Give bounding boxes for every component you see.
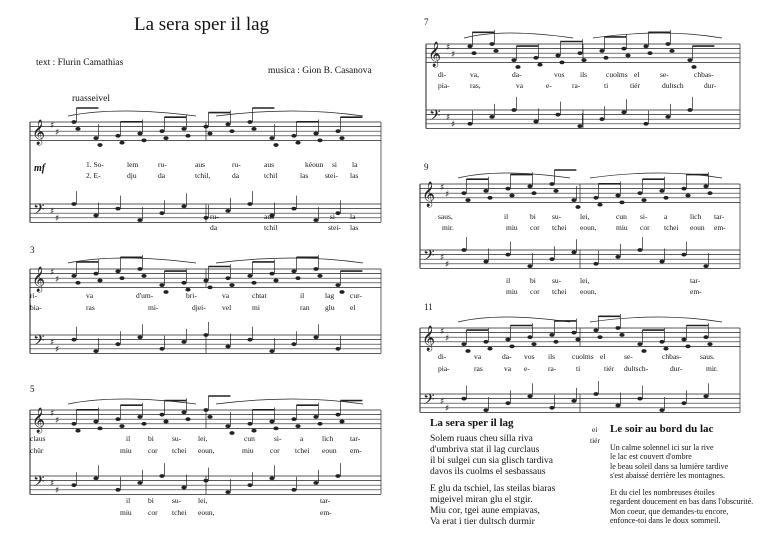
lyric-syllable: bia- [30, 303, 42, 312]
svg-text:♯: ♯ [50, 409, 55, 419]
lyric-syllable: il [300, 291, 305, 300]
lyric-syllable: ras [474, 364, 483, 373]
lyric-syllable: el [600, 352, 606, 361]
lyric-syllable: ra- [572, 81, 581, 90]
page-title: La sera sper il lag [134, 14, 270, 35]
svg-text:𝄞: 𝄞 [422, 182, 436, 207]
lyric-syllable: se- [660, 70, 669, 79]
lyric-syllable: tar- [690, 276, 701, 285]
svg-text:♯: ♯ [446, 113, 451, 123]
verse-line: migeivel miran glu el stgir. [430, 495, 533, 505]
lyric-syllable: tchei [552, 287, 567, 296]
lyric-syllable: ran [300, 303, 310, 312]
verse-line: Mon coeur, que demandes-tu encore, [610, 506, 729, 516]
measure-number: 5 [30, 384, 35, 394]
lyric-syllable: cun [244, 434, 255, 443]
lyric-syllable: bi [148, 434, 154, 443]
lyric-syllable: em- [350, 446, 362, 455]
lyric-syllable: su- [172, 496, 182, 505]
lyric-syllable: si- [640, 212, 648, 221]
lyric-syllable: tar- [714, 212, 725, 221]
verse-line: d'umbriva stat il lag curclaus [430, 445, 540, 455]
lyric-syllable: mir. [706, 364, 718, 373]
svg-text:♯: ♯ [445, 404, 450, 414]
svg-text:♯: ♯ [440, 327, 445, 337]
svg-text:♯: ♯ [451, 50, 456, 60]
svg-text:♯: ♯ [50, 207, 55, 217]
lyric-syllable: miu [242, 446, 254, 455]
lyric-syllable: vos [524, 352, 535, 361]
lyric-syllable: e- [524, 364, 530, 373]
lyric-syllable: aus [264, 212, 274, 221]
svg-text:♯: ♯ [50, 479, 55, 489]
lyric-syllable: eoun, [198, 508, 215, 517]
verse-line: Un calme solennel ici sur la rive [610, 443, 714, 452]
lyric-syllable: eoun, [580, 223, 597, 232]
svg-text:𝄢: 𝄢 [33, 201, 45, 222]
lyric-syllable: lem [127, 160, 139, 169]
lyric-syllable: ti [604, 81, 609, 90]
lyric-syllable: di- [438, 70, 447, 79]
verse-line: davos ils cuolms el sesbassaus [430, 467, 546, 477]
lyric-syllable: aus [264, 160, 274, 169]
verse-line: il bi sulgei cun sia glisch tardiva [430, 456, 553, 466]
lyric-syllable: cun [616, 212, 627, 221]
lyric-syllable: chbas- [694, 70, 714, 79]
lyric-syllable: dultsch [662, 81, 684, 90]
lyric-syllable: il [126, 496, 131, 505]
lyric-syllable: ei [592, 425, 598, 434]
svg-text:𝄢: 𝄢 [33, 332, 45, 353]
lyric-syllable: claus [30, 434, 46, 443]
lyric-syllable: tiér [630, 81, 640, 90]
svg-text:𝄢: 𝄢 [423, 391, 435, 412]
poem-title: La sera sper il lag [430, 417, 514, 429]
lyric-syllable: cor [530, 223, 540, 232]
dynamic-marking: mf [34, 163, 46, 174]
verse-line: le lac est couvert d'ombre [610, 452, 692, 462]
svg-text:𝄢: 𝄢 [429, 107, 441, 128]
svg-text:♯: ♯ [445, 334, 450, 344]
svg-text:♯: ♯ [446, 43, 451, 53]
lyric-syllable: chür [30, 446, 44, 455]
lyric-syllable: glu [325, 303, 335, 312]
lyric-syllable: si [332, 160, 338, 169]
lyric-syllable: a [300, 434, 304, 443]
lyric-syllable: il [506, 276, 511, 285]
lyric-syllable: miu [120, 446, 132, 455]
lyric-syllable: da [210, 223, 218, 232]
lyric-syllable: cor [148, 446, 158, 455]
lyric-syllable: miu [506, 223, 518, 232]
lyric-syllable: bi [148, 496, 154, 505]
lyric-syllable: va [86, 291, 94, 300]
svg-text:♯: ♯ [451, 120, 456, 130]
lyric-syllable: su- [172, 434, 182, 443]
lyric-syllable: ils [548, 352, 556, 361]
lyric-syllable: miu [120, 508, 132, 517]
lyric-syllable: dju [127, 171, 137, 180]
lyric-syllable: ru- [232, 160, 241, 169]
lyric-syllable: cor [640, 223, 650, 232]
lyric-syllable: ras [86, 303, 95, 312]
tempo-marking: ruasseivel [72, 94, 110, 104]
lyric-syllable: mi- [148, 303, 159, 312]
lyric-syllable: ru- [158, 160, 167, 169]
svg-text:♯: ♯ [55, 128, 60, 138]
svg-text:♯: ♯ [50, 268, 55, 278]
svg-text:♯: ♯ [50, 338, 55, 348]
svg-text:𝄞: 𝄞 [32, 267, 46, 292]
lyric-syllable: tiér [590, 436, 600, 445]
poem-verse-1 [430, 434, 553, 478]
lyric-syllable: cor [530, 287, 540, 296]
lyric-syllable: va [516, 81, 524, 90]
lyric-syllable: tar- [350, 434, 361, 443]
lyric-syllable: tar- [320, 496, 331, 505]
lyric-syllable: da- [512, 70, 522, 79]
lyric-syllable: va [222, 291, 230, 300]
lyric-syllable: tchei [172, 508, 187, 517]
lyric-syllable: lei, [580, 212, 590, 221]
lyric-syllable: lei, [580, 276, 590, 285]
lyric-syllable: pia- [438, 364, 450, 373]
svg-text:♯: ♯ [445, 260, 450, 270]
lyric-syllable: cuolms [606, 70, 628, 79]
lyric-syllable: tchei [552, 223, 567, 232]
lyric-syllable: mir. [442, 223, 454, 232]
svg-text:♯: ♯ [440, 183, 445, 193]
lyric-syllable: va [474, 352, 482, 361]
lyric-syllable: va [504, 364, 512, 373]
lyric-syllable: va, [470, 70, 479, 79]
verse-line: enfonce-toi dans le doux sommeil. [610, 516, 721, 526]
lyric-syllable: tchil, [195, 171, 211, 180]
lyric-syllable: si [330, 212, 336, 221]
svg-text:♯: ♯ [55, 486, 60, 496]
svg-text:♯: ♯ [55, 416, 60, 426]
verse-line: regardent doucement en bas dans l'obscurité. [610, 497, 754, 507]
verse-line: Solem ruaus cheu silla riva [430, 434, 533, 444]
lyric-syllable: e- [546, 81, 552, 90]
lyric-syllable: eoun [690, 223, 705, 232]
lyric-syllable: djei- [192, 303, 206, 312]
lyric-syllable: las [350, 223, 359, 232]
lyric-syllable: bri- [186, 291, 197, 300]
lyric-syllable: cur- [350, 291, 362, 300]
lyric-syllable: em- [320, 508, 332, 517]
lyric-syllable: dur- [704, 81, 717, 90]
lyric-syllable: tchil [264, 171, 278, 180]
lyric-syllable: chbas- [662, 352, 682, 361]
svg-text:𝄞: 𝄞 [32, 408, 46, 433]
lyric-syllable: stei- [328, 223, 341, 232]
lyric-syllable: las [300, 171, 309, 180]
lyric-syllable: vos [554, 70, 565, 79]
lyric-syllable: eoun, [580, 287, 597, 296]
translation-verse-1 [610, 443, 728, 481]
lyric-syllable: miu [616, 223, 628, 232]
verse-line: Miu cor, tgei aune empiavas, [430, 506, 540, 516]
lyric-syllable: dultsch- [624, 364, 649, 373]
lyric-syllable: 1. So- [86, 160, 104, 169]
lyric-syllable: cuolms [572, 352, 594, 361]
lyric-syllable: lag [325, 291, 335, 300]
lyric-syllable: kéoun [305, 160, 324, 169]
music-credit: musica : Gion B. Casanova [268, 66, 372, 76]
verse-line: Et du ciel les nombreuses étoiles [610, 488, 715, 497]
lyric-syllable: la [350, 212, 356, 221]
lyric-syllable: vel [222, 303, 232, 312]
text-credit: text : Flurin Camathias [36, 58, 124, 68]
lyric-syllable: stei- [325, 171, 338, 180]
lyric-syllable: el [350, 303, 356, 312]
lyric-syllable: pia- [438, 81, 450, 90]
lyric-syllable: eoun [322, 446, 337, 455]
lyric-syllable: bi [530, 212, 536, 221]
lyric-syllable: ti [576, 364, 581, 373]
staff-system-2 [28, 253, 383, 371]
lyric-syllable: tchil [264, 223, 278, 232]
verse-line: le beau soleil dans sa lumière tardive [610, 461, 729, 471]
lyric-syllable: ri- [30, 291, 38, 300]
svg-text:♯: ♯ [50, 121, 55, 131]
lyric-syllable: aus [195, 160, 205, 169]
svg-text:𝄞: 𝄞 [32, 120, 46, 145]
lyric-syllable: saus. [700, 352, 715, 361]
lyric-syllable: se- [624, 352, 633, 361]
svg-text:𝄢: 𝄢 [33, 473, 45, 494]
lyric-syllable: da [232, 171, 240, 180]
lyric-syllable: ils [580, 70, 588, 79]
lyric-syllable: em- [714, 223, 726, 232]
measure-number: 9 [424, 162, 429, 172]
svg-text:♯: ♯ [440, 253, 445, 263]
lyric-syllable: tchei [295, 446, 310, 455]
lyric-syllable: em- [690, 287, 702, 296]
lyric-syllable: eoun, [198, 446, 215, 455]
lyric-syllable: da [158, 171, 166, 180]
lyric-syllable: il [126, 434, 131, 443]
svg-text:♯: ♯ [440, 397, 445, 407]
lyric-syllable: ru- [210, 212, 219, 221]
lyric-syllable: dur- [670, 364, 683, 373]
lyric-syllable: ra- [548, 364, 557, 373]
lyric-syllable: su- [552, 212, 562, 221]
measure-number: 7 [424, 17, 429, 27]
lyric-syllable: d'um- [136, 291, 154, 300]
verse-line: Va erat i tier dultsch durmir [430, 517, 535, 527]
lyric-syllable: tiér [604, 364, 614, 373]
lyric-syllable: a [664, 212, 668, 221]
poem-verse-2 [430, 484, 555, 528]
svg-text:♯: ♯ [445, 190, 450, 200]
lyric-syllable: mi [252, 303, 260, 312]
lyric-syllable: 2. E- [86, 171, 101, 180]
lyric-syllable: las [350, 171, 359, 180]
measure-number: 11 [424, 302, 433, 312]
lyric-syllable: tchei [664, 223, 679, 232]
lyric-syllable: saus, [438, 212, 453, 221]
lyric-syllable: lei, [198, 434, 208, 443]
lyric-syllable: lich [322, 434, 334, 443]
svg-text:𝄢: 𝄢 [423, 247, 435, 268]
svg-text:𝄞: 𝄞 [422, 326, 436, 351]
lyric-syllable: di- [438, 352, 447, 361]
lyric-syllable: tchei [172, 446, 187, 455]
svg-text:♯: ♯ [55, 275, 60, 285]
measure-number: 3 [30, 245, 35, 255]
lyric-syllable: si- [274, 434, 282, 443]
lyric-syllable: il [504, 212, 509, 221]
lyric-syllable: la [352, 160, 358, 169]
translation-verse-2 [610, 488, 753, 526]
verse-line: E glu da tschiel, las steilas biaras [430, 484, 556, 494]
lyric-syllable: cor [148, 508, 158, 517]
lyric-syllable: ras, [470, 81, 481, 90]
lyric-syllable: su- [552, 276, 562, 285]
lyric-syllable: chtat [252, 291, 267, 300]
lyric-syllable: cor [270, 446, 280, 455]
translation-title: Le soir au bord du lac [610, 423, 714, 435]
lyric-syllable: bi [530, 276, 536, 285]
lyric-syllable: el [634, 70, 640, 79]
svg-text:♯: ♯ [55, 345, 60, 355]
verse-line: s'est abaissé derrière les montagnes. [610, 471, 725, 481]
svg-text:♯: ♯ [55, 214, 60, 224]
lyric-syllable: da- [502, 352, 512, 361]
svg-text:𝄞: 𝄞 [428, 42, 442, 67]
lyric-syllable: lich [690, 212, 702, 221]
lyric-syllable: miu [506, 287, 518, 296]
lyric-syllable: lei, [198, 496, 208, 505]
